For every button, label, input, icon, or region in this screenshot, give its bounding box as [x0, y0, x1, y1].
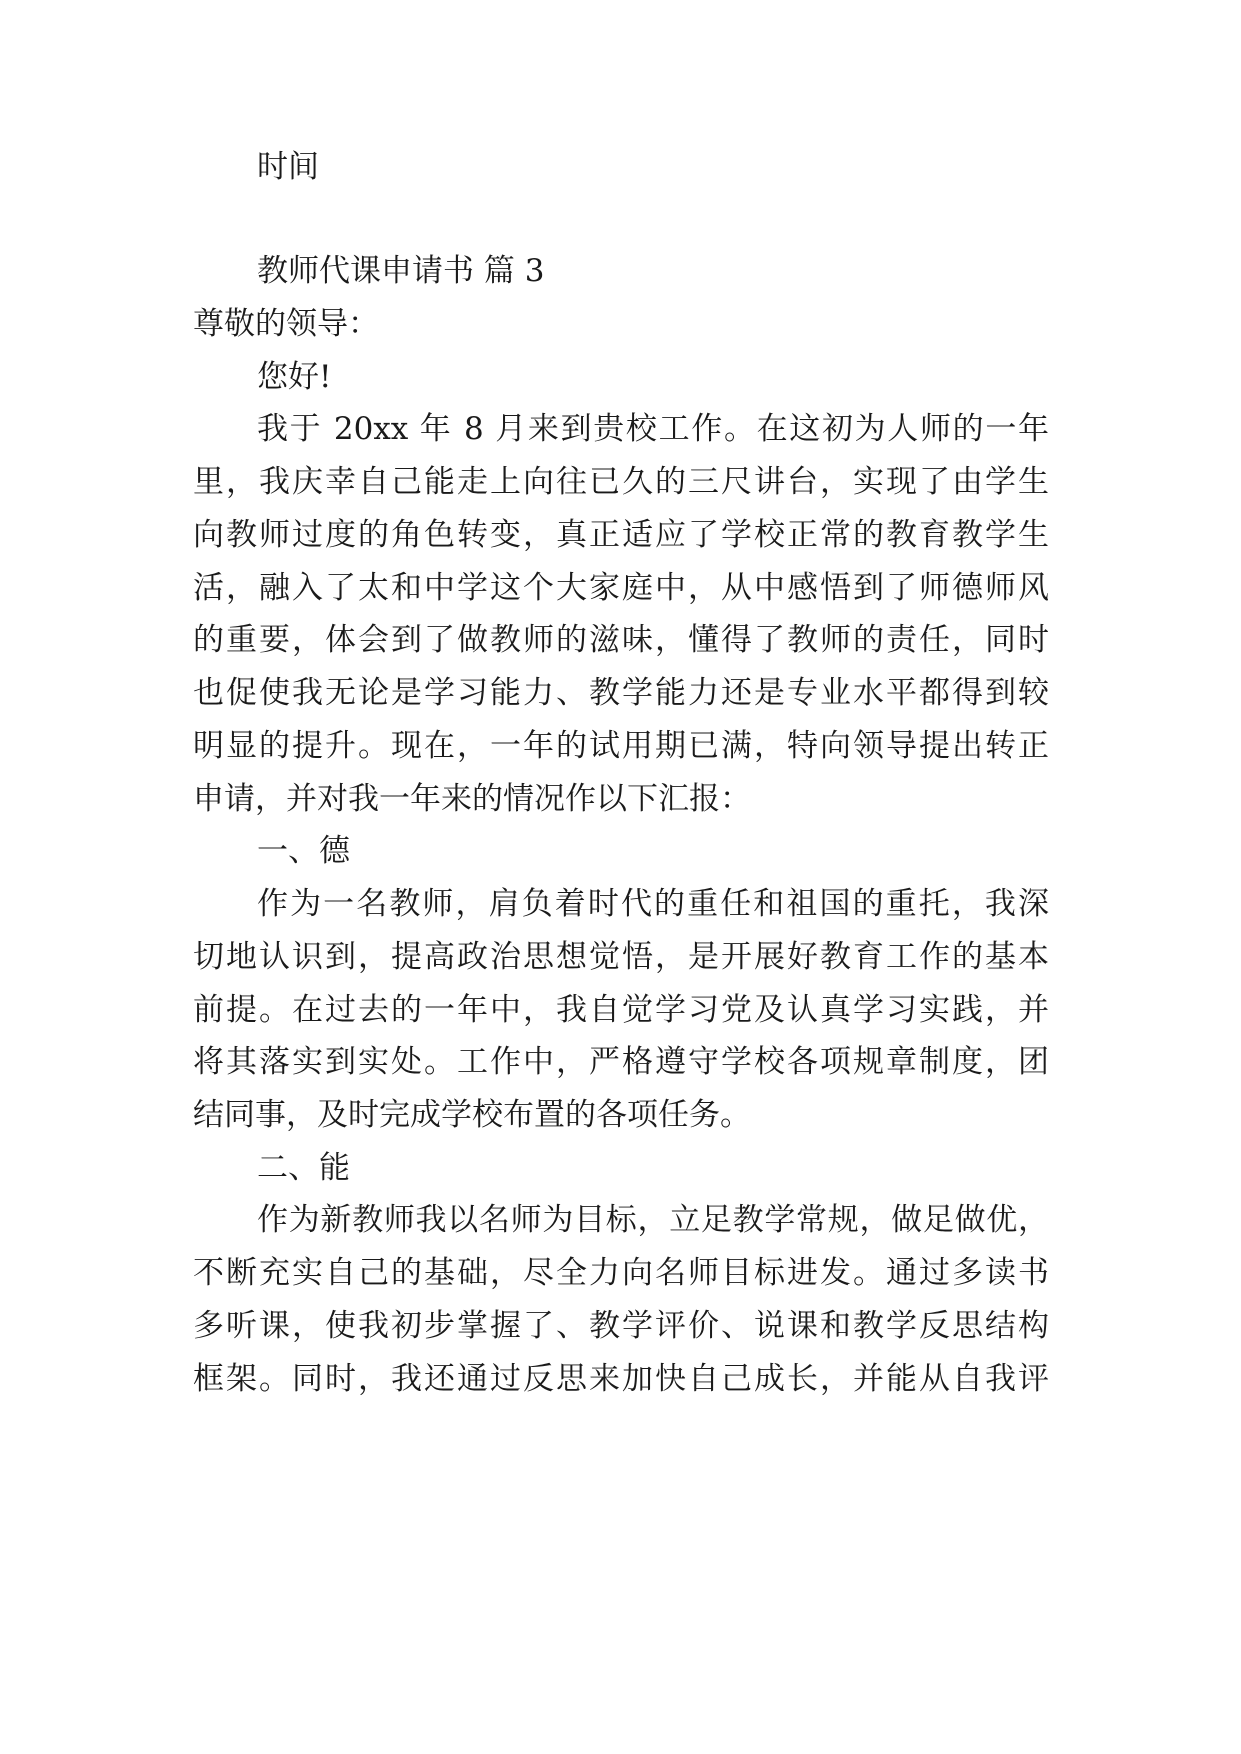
- section-title: 教师代课申请书 篇 3: [257, 253, 545, 289]
- salutation: 尊敬的领导：: [193, 306, 379, 342]
- paragraph-line: 多听课，使我初步掌握了、教学评价、说课和教学反思结构: [193, 1308, 1049, 1344]
- paragraph-line: 向教师过度的角色转变，真正适应了学校正常的教育教学生: [193, 517, 1049, 553]
- paragraph-line: 前提。在过去的一年中，我自觉学习党及认真学习实践，并: [193, 992, 1049, 1028]
- greeting: 您好!: [257, 359, 332, 395]
- paragraph-line: 里，我庆幸自己能走上向往已久的三尺讲台，实现了由学生: [193, 464, 1049, 500]
- heading-neng: 二、能: [257, 1150, 350, 1186]
- paragraph-line: 结同事，及时完成学校布置的各项任务。: [193, 1097, 751, 1133]
- paragraph-line: 将其落实到实处。工作中，严格遵守学校各项规章制度，团: [193, 1044, 1049, 1080]
- paragraph-line: 我于 20xx 年 8 月来到贵校工作。在这初为人师的一年: [257, 411, 1049, 447]
- paragraph-line: 活，融入了太和中学这个大家庭中，从中感悟到了师德师风: [193, 570, 1049, 606]
- paragraph-line: 也促使我无论是学习能力、教学能力还是专业水平都得到较: [193, 675, 1049, 711]
- paragraph-line: 的重要，体会到了做教师的滋味，懂得了教师的责任，同时: [193, 622, 1049, 658]
- paragraph-line: 作为新教师我以名师为目标，立足教学常规，做足做优，: [257, 1202, 1049, 1238]
- paragraph-line: 明显的提升。现在，一年的试用期已满，特向领导提出转正: [193, 728, 1049, 764]
- paragraph-line: 作为一名教师，肩负着时代的重任和祖国的重托，我深: [257, 886, 1049, 922]
- heading-de: 一、德: [257, 833, 350, 869]
- paragraph-line: 切地认识到，提高政治思想觉悟，是开展好教育工作的基本: [193, 939, 1049, 975]
- paragraph-line: 不断充实自己的基础，尽全力向名师目标进发。通过多读书: [193, 1255, 1049, 1291]
- paragraph-line: 框架。同时，我还通过反思来加快自己成长，并能从自我评: [193, 1361, 1049, 1397]
- time-label: 时间: [257, 149, 319, 185]
- paragraph-line: 申请，并对我一年来的情况作以下汇报：: [193, 781, 751, 817]
